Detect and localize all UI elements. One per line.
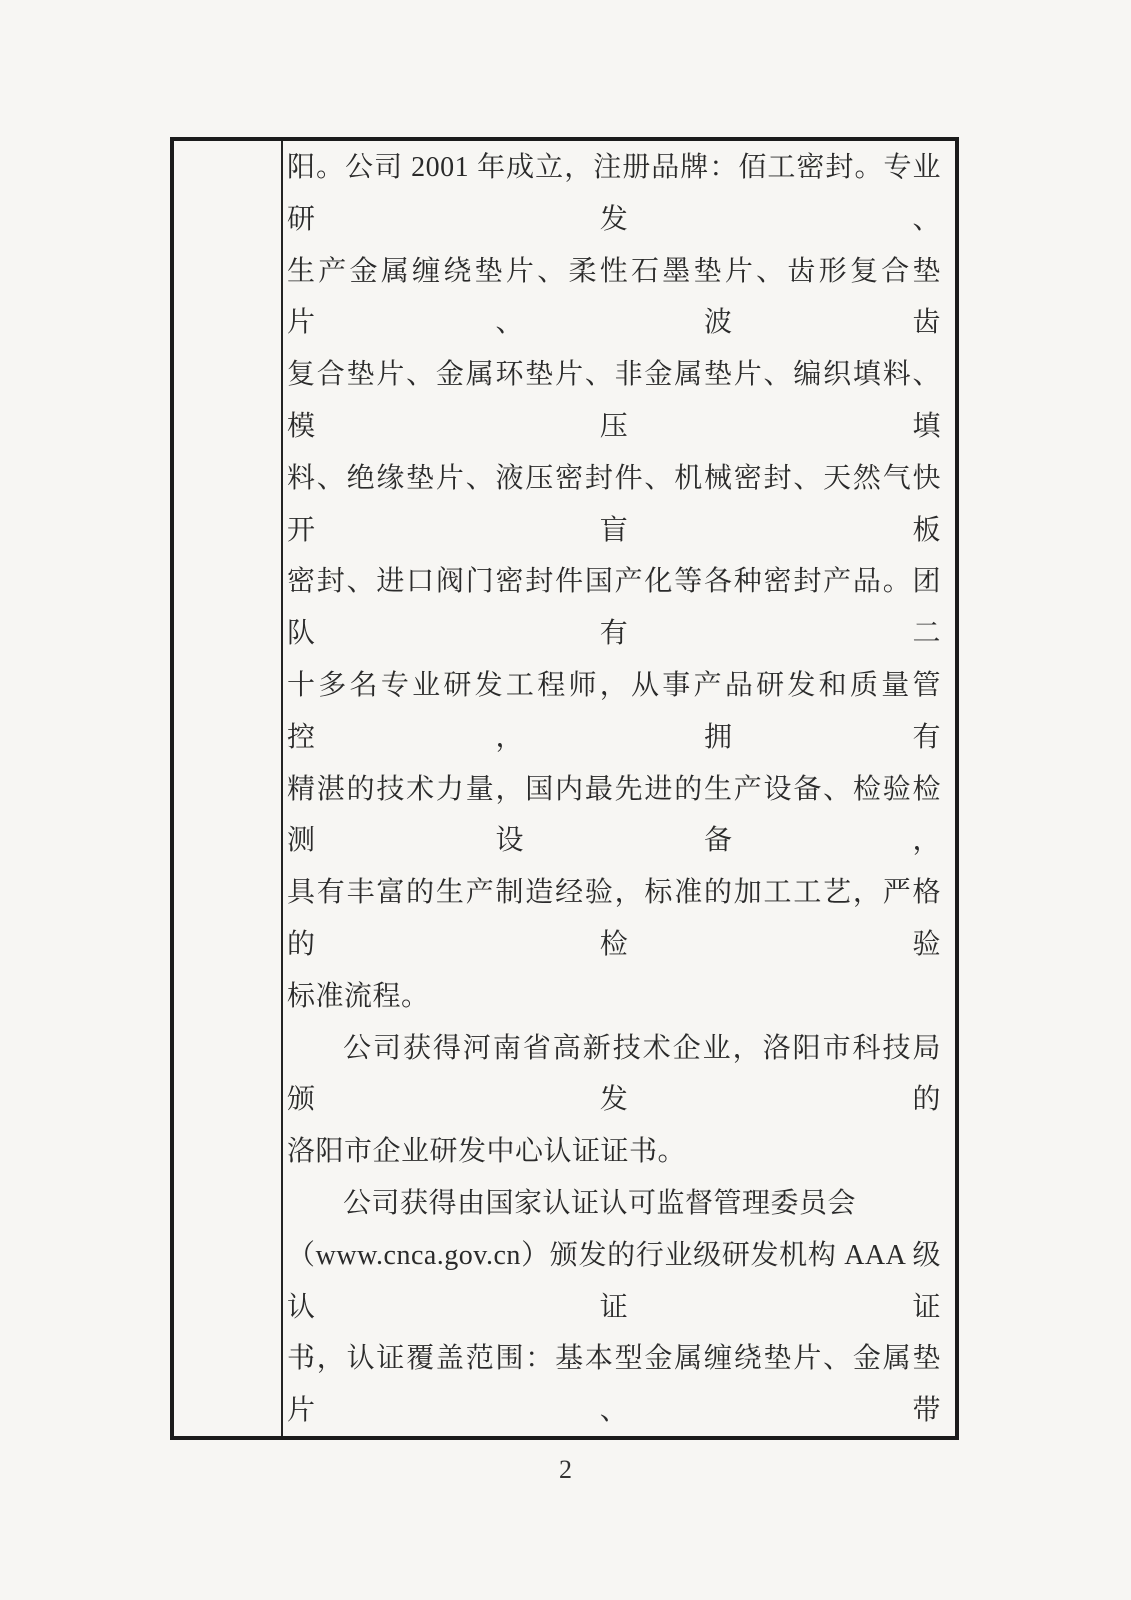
text-line: 书，认证覆盖范围：基本型金属缠绕垫片、金属垫片、带 <box>287 1343 941 1427</box>
document-table <box>170 137 959 1440</box>
text-line: 十多名专业研发工程师，从事产品研发和质量管控，拥有 <box>287 669 941 753</box>
text-line: （www.cnca.gov.cn）颁发的行业级研发机构 AAA 级认证证 <box>287 1239 941 1323</box>
text-line: 具有丰富的生产制造经验，标准的加工工艺，严格的检验 <box>287 877 941 960</box>
text-line: 精湛的技术力量，国内最先进的生产设备、检验检测设备， <box>287 773 941 857</box>
text-line: 洛阳市企业研发中心认证证书。 <box>287 1136 687 1168</box>
text-line: 生产金属缠绕垫片、柔性石墨垫片、齿形复合垫片、波齿 <box>287 255 941 339</box>
table-text-cell <box>283 141 955 1436</box>
text-line: 复合垫片、金属环垫片、非金属垫片、编织填料、模压填 <box>287 359 941 442</box>
text-line: 公司获得由国家认证认可监督管理委员会 <box>343 1187 857 1219</box>
text-line: 标准流程。 <box>287 980 430 1012</box>
text-line: 公司获得河南省高新技术企业，洛阳市科技局颁发的 <box>287 1032 941 1116</box>
table-empty-cell <box>174 141 283 1436</box>
page-number: 2 <box>559 1455 572 1484</box>
text-line: 料、绝缘垫片、液压密封件、机械密封、天然气快开盲板 <box>287 462 941 546</box>
text-line: 密封、进口阀门密封件国产化等各种密封产品。团队有二 <box>287 566 941 650</box>
text-line: 阳。公司 2001 年成立，注册品牌：佰工密封。专业研发、 <box>287 152 941 235</box>
